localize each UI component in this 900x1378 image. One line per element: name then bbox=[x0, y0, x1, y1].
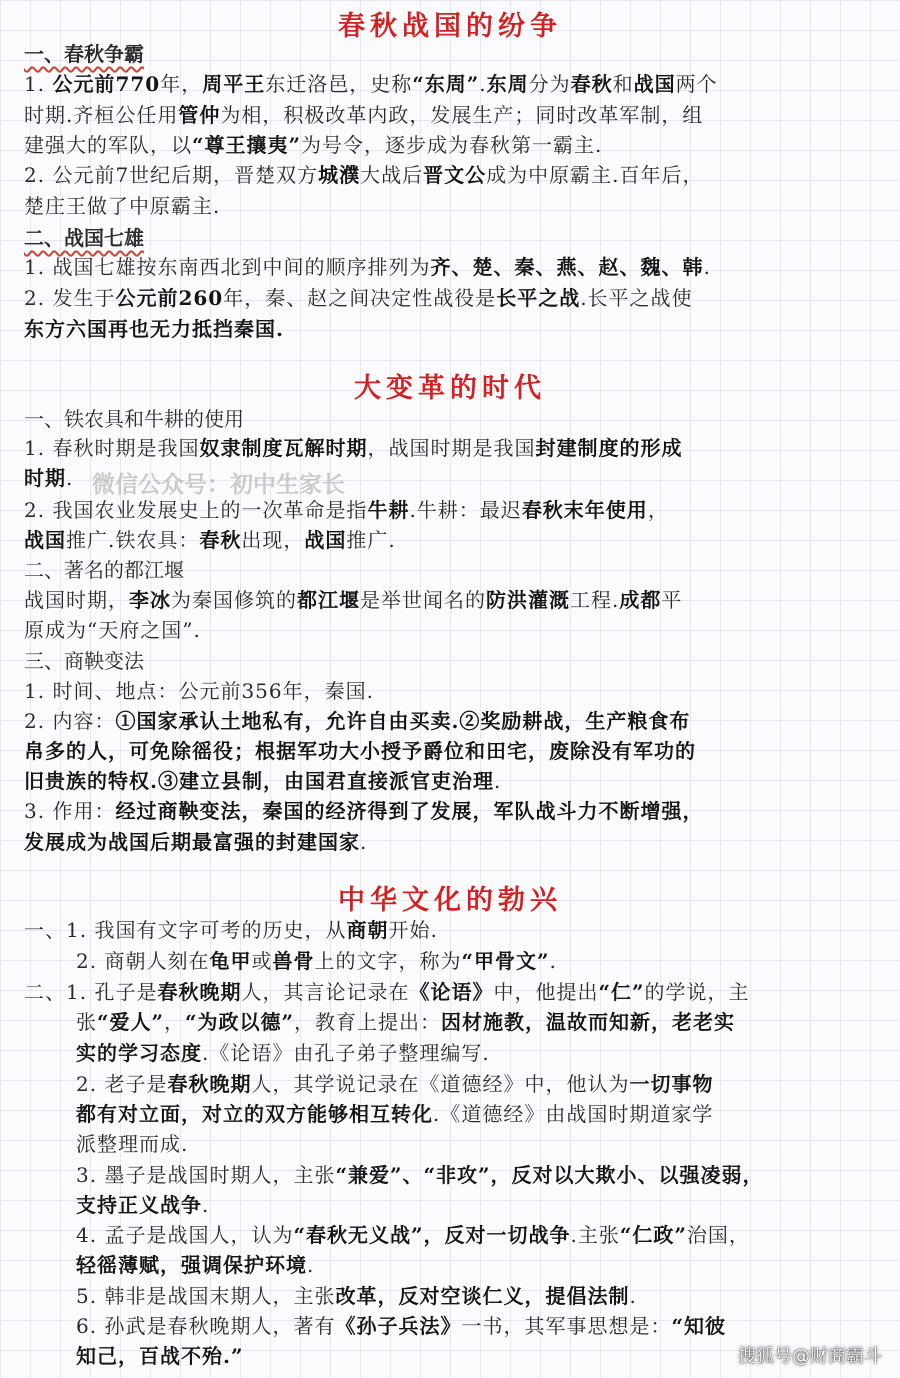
note-text: ， bbox=[647, 498, 669, 522]
note-text: 工程. bbox=[570, 588, 620, 612]
note-text: 开始. bbox=[388, 918, 438, 942]
note-text: 2. 内容： bbox=[24, 709, 116, 733]
note-text: 派整理而成. bbox=[76, 1132, 189, 1156]
note-text: 1. 战国七雄按东南西北到中间的顺序排列为 bbox=[24, 255, 431, 279]
note-text: . bbox=[66, 466, 74, 490]
note-text: ，战国时期是我国 bbox=[367, 436, 536, 460]
note-line bbox=[24, 68, 882, 97]
note-line bbox=[76, 1310, 882, 1339]
note-line bbox=[76, 1159, 882, 1188]
key-phrase: 周平王 bbox=[202, 72, 265, 97]
note-text: . bbox=[479, 72, 487, 96]
note-line bbox=[76, 1068, 882, 1097]
note-line bbox=[24, 826, 882, 855]
note-text: .主张 bbox=[570, 1223, 620, 1247]
key-phrase: 成都 bbox=[619, 588, 661, 613]
note-text: 出现， bbox=[241, 528, 305, 552]
key-phrase: 兽骨 bbox=[272, 949, 314, 974]
note-line bbox=[76, 945, 882, 974]
key-phrase: 齐、楚、秦、燕、赵、魏、韩 bbox=[430, 255, 703, 280]
note-text: 一书，其军事思想是： bbox=[461, 1314, 672, 1338]
note-text: 人，其言论记录在 bbox=[241, 980, 410, 1004]
key-phrase: 《孙子兵法》 bbox=[335, 1314, 461, 1339]
note-text: . bbox=[549, 949, 557, 973]
note-line bbox=[76, 1249, 882, 1278]
key-phrase: 春秋 bbox=[199, 528, 241, 553]
note-text: 人，其学说记录在《道德经》中，他认为 bbox=[251, 1072, 630, 1096]
key-phrase: “尊王攘夷” bbox=[192, 133, 301, 158]
note-text: 或 bbox=[251, 949, 273, 973]
key-phrase: “仁” bbox=[598, 980, 644, 1005]
note-text: 东迁洛邑，史称 bbox=[265, 72, 413, 96]
note-text: 推广.铁农具： bbox=[66, 528, 200, 552]
key-phrase: 都有对立面，对立的双方能够相互转化 bbox=[76, 1102, 433, 1127]
note-text: 6. 孙武是春秋晚期人，著有 bbox=[76, 1314, 336, 1338]
note-text: 的学说，主 bbox=[644, 980, 750, 1004]
note-line bbox=[76, 1006, 882, 1035]
note-line bbox=[76, 1189, 882, 1218]
key-phrase: 防洪灌溉 bbox=[486, 588, 570, 613]
note-line bbox=[76, 1219, 882, 1248]
note-line bbox=[24, 584, 882, 613]
key-phrase: “仁政” bbox=[620, 1223, 687, 1248]
note-text: 建强大的军队，以 bbox=[24, 133, 192, 157]
key-phrase: 奴隶制度瓦解时期 bbox=[199, 436, 367, 461]
section-title: 中华文化的勃兴 bbox=[338, 885, 562, 916]
note-text: .长平之战使 bbox=[580, 286, 693, 310]
note-text: 原成为“天府之国”. bbox=[24, 618, 201, 642]
key-phrase: 战国 bbox=[634, 72, 676, 97]
note-line bbox=[24, 795, 882, 824]
note-text: 为秦国修筑的 bbox=[171, 588, 297, 612]
note-text: 3. 墨子是战国时期人，主张 bbox=[76, 1163, 336, 1187]
key-phrase: 都江堰 bbox=[297, 588, 360, 613]
key-phrase: 经过商鞅变法，秦国的经济得到了发展，军队战斗力不断增强， bbox=[115, 799, 703, 824]
note-text: . bbox=[703, 255, 711, 279]
note-line bbox=[24, 524, 882, 553]
key-phrase: 长平之战 bbox=[496, 286, 580, 311]
note-text: ，教育上提出： bbox=[294, 1010, 442, 1034]
note-text: 和 bbox=[612, 72, 634, 96]
note-text: 时期.齐桓公任用 bbox=[24, 103, 179, 127]
key-phrase: 知己，百战不殆.” bbox=[76, 1344, 243, 1369]
note-line bbox=[24, 976, 882, 1005]
note-text: 成为中原霸主.百年后， bbox=[486, 163, 704, 187]
subsection-heading: 一、春秋争霸 bbox=[24, 42, 144, 66]
key-phrase: 东方六国再也无力抵挡秦国. bbox=[24, 317, 284, 342]
key-phrase: “兼爱”、“非攻”，反对以大欺小、以强凌弱， bbox=[335, 1163, 763, 1188]
key-phrase: 公元前260 bbox=[115, 286, 223, 311]
source-credit: 搜狐号@财商霸斗 bbox=[738, 1346, 882, 1367]
key-phrase: “春秋无义战”，反对一切战争 bbox=[293, 1223, 570, 1248]
key-phrase: 战国 bbox=[304, 528, 346, 553]
key-phrase: “东周” bbox=[412, 72, 479, 97]
note-line bbox=[24, 432, 882, 461]
key-phrase: 春秋晚期 bbox=[167, 1072, 251, 1097]
key-phrase: 因材施教，温故而知新，老老实 bbox=[441, 1010, 735, 1035]
note-text: 推广. bbox=[346, 528, 396, 552]
key-phrase: 春秋晚期 bbox=[157, 980, 241, 1005]
section-title: 大变革的时代 bbox=[354, 373, 546, 404]
note-text: .《道德经》由战国时期道家学 bbox=[433, 1102, 714, 1126]
note-line bbox=[24, 705, 882, 734]
key-phrase: 《论语》 bbox=[409, 980, 493, 1005]
note-line bbox=[76, 1280, 882, 1309]
key-phrase: 城濮 bbox=[318, 163, 360, 188]
note-text: 战国时期， bbox=[24, 588, 129, 612]
key-phrase: 牛耕 bbox=[367, 498, 409, 523]
note-line bbox=[24, 735, 882, 764]
note-text: 2. 发生于 bbox=[24, 286, 116, 310]
note-text: 为号令，逐步成为春秋第一霸主. bbox=[301, 133, 603, 157]
note-text: 上的文字，称为 bbox=[314, 949, 462, 973]
note-line bbox=[24, 282, 882, 311]
note-text: . bbox=[629, 1284, 637, 1308]
note-text: 3. 作用： bbox=[24, 799, 116, 823]
key-phrase: 战国 bbox=[24, 528, 66, 553]
key-phrase: 时期 bbox=[24, 466, 66, 491]
note-text: 是举世闻名的 bbox=[360, 588, 486, 612]
note-text: 分为 bbox=[528, 72, 571, 96]
key-phrase: 一切事物 bbox=[629, 1072, 713, 1097]
note-text: 1. 春秋时期是我国 bbox=[24, 436, 200, 460]
note-text: 张 bbox=[76, 1010, 97, 1034]
key-phrase: 春秋末年使用 bbox=[522, 498, 648, 523]
subsection-heading: 二、著名的都江堰 bbox=[24, 558, 184, 582]
note-line bbox=[24, 159, 882, 188]
key-phrase: 实的学习态度 bbox=[76, 1041, 202, 1066]
key-phrase: 商朝 bbox=[346, 918, 388, 943]
subsection-heading: 三、商鞅变法 bbox=[24, 649, 144, 673]
note-text: 4. 孟子是战国人，认为 bbox=[76, 1223, 294, 1247]
note-text: 平 bbox=[661, 588, 683, 612]
key-phrase: 旧贵族的特权.③建立县制，由国君直接派官吏治理 bbox=[24, 769, 494, 794]
key-phrase: 改革，反对空谈仁义，提倡法制 bbox=[335, 1284, 629, 1309]
note-text: 楚庄王做了中原霸主. bbox=[24, 194, 221, 218]
note-text: 年，秦、赵之间决定性战役是 bbox=[223, 286, 497, 310]
note-text: 大战后 bbox=[360, 163, 424, 187]
note-text: 1. bbox=[24, 72, 53, 96]
key-phrase: 东周 bbox=[487, 72, 529, 97]
note-line bbox=[24, 99, 882, 128]
note-text: 年， bbox=[160, 72, 203, 96]
section-title: 春秋战国的纷争 bbox=[338, 11, 562, 42]
watermark-text: 微信公众号：初中生家长 bbox=[92, 472, 345, 498]
note-line bbox=[24, 190, 882, 219]
note-text: . bbox=[307, 1253, 315, 1277]
note-line bbox=[24, 675, 882, 704]
key-phrase: 支持正义战争 bbox=[76, 1193, 202, 1218]
note-line bbox=[76, 1098, 882, 1127]
note-text: ， bbox=[164, 1010, 186, 1034]
note-text: . bbox=[493, 769, 502, 793]
key-phrase: “爱人” bbox=[97, 1010, 164, 1035]
note-text: 2. 老子是 bbox=[76, 1072, 168, 1096]
key-phrase: 管仲 bbox=[178, 103, 220, 128]
note-text: 一、1. 我国有文字可考的历史，从 bbox=[24, 918, 347, 942]
note-line bbox=[24, 614, 882, 643]
key-phrase: 帛多的人，可免除徭役；根据军功大小授予爵位和田宅，废除没有军功的 bbox=[24, 739, 696, 764]
key-phrase: ①国家承认土地私有，允许自由买卖.②奖励耕战，生产粮食布 bbox=[115, 709, 690, 734]
note-text: 5. 韩非是战国末期人，主张 bbox=[76, 1284, 336, 1308]
note-text: .《论语》由孔子弟子整理编写. bbox=[202, 1041, 490, 1065]
key-phrase: 龟甲 bbox=[209, 949, 251, 974]
note-line bbox=[24, 765, 882, 794]
note-text: 2. 商朝人刻在 bbox=[76, 949, 210, 973]
key-phrase: “甲骨文” bbox=[461, 949, 549, 974]
note-text: . bbox=[360, 830, 368, 854]
note-line bbox=[24, 914, 882, 943]
note-text: 中，他提出 bbox=[493, 980, 599, 1004]
key-phrase: 发展成为战国后期最富强的封建国家 bbox=[24, 830, 360, 855]
note-text: . bbox=[202, 1193, 210, 1217]
key-phrase: 晋文公 bbox=[423, 163, 486, 188]
note-text: 为相，积极改革内政，发展生产；同时改革军制，组 bbox=[220, 103, 704, 127]
key-phrase: 春秋 bbox=[571, 72, 613, 97]
key-phrase: “知彼 bbox=[671, 1314, 726, 1339]
note-text: 2. 我国农业发展史上的一次革命是指 bbox=[24, 498, 368, 522]
note-text: 1. 时间、地点：公元前356年，秦国. bbox=[24, 679, 374, 703]
note-text: 治国， bbox=[686, 1223, 750, 1247]
note-text: .牛耕：最迟 bbox=[409, 498, 522, 522]
key-phrase: 轻徭薄赋，强调保护环境 bbox=[76, 1253, 307, 1278]
key-phrase: 公元前770 bbox=[52, 72, 160, 97]
subsection-heading: 一、铁农具和牛耕的使用 bbox=[24, 407, 244, 431]
subsection-heading: 二、战国七雄 bbox=[24, 226, 144, 250]
key-phrase: 封建制度的形成 bbox=[535, 436, 682, 461]
note-line bbox=[24, 129, 882, 158]
note-text: 二、1. 孔子是 bbox=[24, 980, 158, 1004]
note-line bbox=[24, 251, 882, 280]
note-line bbox=[76, 1128, 882, 1157]
note-text: 2. 公元前7世纪后期，晋楚双方 bbox=[24, 163, 319, 187]
key-phrase: “为政以德” bbox=[185, 1010, 294, 1035]
note-line bbox=[76, 1037, 882, 1066]
note-line bbox=[24, 313, 882, 342]
key-phrase: 李冰 bbox=[129, 588, 171, 613]
note-text: 两个 bbox=[675, 72, 718, 96]
